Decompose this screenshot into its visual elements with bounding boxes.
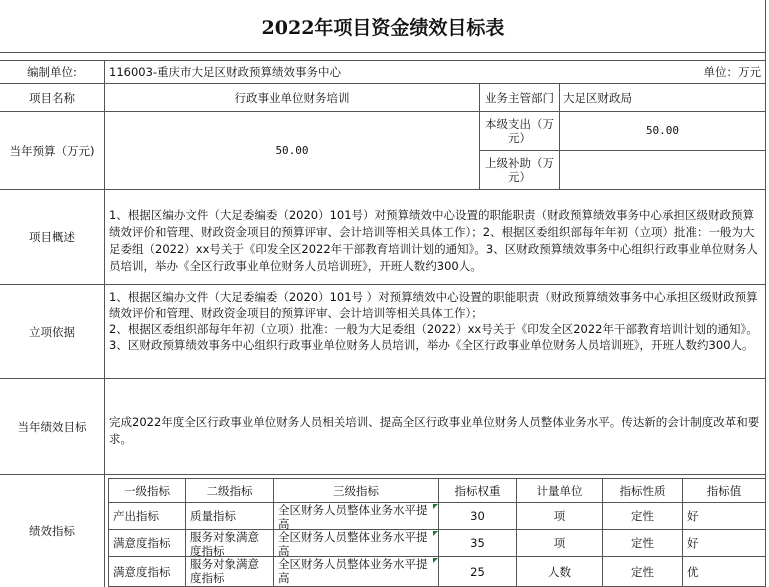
project-name-label: 项目名称 (0, 84, 105, 112)
comment-flag-icon (433, 531, 438, 536)
dept-label: 业务主管部门 (480, 84, 560, 112)
indicator-cell: 产出指标 (109, 503, 186, 530)
indicator-cell: 服务对象满意度指标 (186, 557, 274, 587)
indicator-header: 计量单位 (517, 478, 603, 503)
org-label: 编制单位: (0, 60, 105, 84)
indicator-cell: 定性 (603, 557, 683, 587)
overview-text: 1、根据区编办文件（大足委编委（2020）101号）对预算绩效中心设置的职能职责（财政预算绩效事务中心承担区级财政预算绩效评价和管理、财政资金项目的预算评审、会计培训等相关具体工作）；2、根据区委组织部每年年初（立项）批准：一般为大足委组（2022）xx号关于《印发全区2022年干部教育培训计划的通知》。3、区财政预算绩效事务中心组织行政事业单位财务人员培训，举办《全区行政事业单位财务人员培训班》，开班人数约300人。 (105, 190, 766, 285)
indicator-cell: 好 (683, 503, 766, 530)
indicator-cell: 质量指标 (186, 503, 274, 530)
indicator-header: 一级指标 (109, 478, 186, 503)
outer-right-border (765, 0, 766, 587)
indicator-cell: 优 (683, 557, 766, 587)
unit-label: 单位：万元 (665, 60, 766, 84)
indicator-header: 指标权重 (439, 478, 517, 503)
indicator-header: 指标性质 (603, 478, 683, 503)
basis-label: 立项依据 (0, 285, 105, 379)
indicator-cell: 25 (439, 557, 517, 587)
org-value: 116003-重庆市大足区财政预算绩效事务中心 (105, 60, 665, 84)
indicator-cell: 定性 (603, 503, 683, 530)
indicator-cell: 全区财务人员整体业务水平提高 (274, 557, 439, 587)
indicator-cell: 35 (439, 530, 517, 557)
comment-flag-icon (433, 504, 438, 509)
upper-subsidy-label: 上级补助（万元） (480, 151, 560, 190)
indicator-cell: 项 (517, 530, 603, 557)
indicator-cell: 服务对象满意度指标 (186, 530, 274, 557)
dept-value: 大足区财政局 (560, 84, 766, 112)
overview-label: 项目概述 (0, 190, 105, 285)
indicator-cell: 满意度指标 (109, 557, 186, 587)
indicator-header: 三级指标 (274, 478, 439, 503)
own-expense-label: 本级支出（万元） (480, 112, 560, 151)
indicator-cell: 满意度指标 (109, 530, 186, 557)
indicator-cell: 30 (439, 503, 517, 530)
indicator-header: 二级指标 (186, 478, 274, 503)
basis-text: 1、根据区编办文件（大足委编委（2020）101号 ）对预算绩效中心设置的职能职责（财政预算绩效事务中心承担区级财政预算绩效评价和管理、财政资金项目的预算评审、会计培训等相关具体工作）； 2、根据区委组织部每年年初（立项）批准：一般为大足委组（2022）xx号关于《印发全区2022年干部教育培训计划的通知》。 3、区财政预算绩效事务中心组织行政事业单位财务人员培训，举办《全区行政事业单位财务人员培训班》，开班人数约300人。 (105, 285, 766, 379)
indicator-table-left-border (108, 478, 109, 587)
indicators-label: 绩效指标 (0, 475, 105, 587)
project-name-value: 行政事业单位财务培训 (105, 84, 480, 112)
indicator-cell: 项 (517, 503, 603, 530)
budget-label: 当年预算（万元) (0, 112, 105, 190)
budget-total: 50.00 (105, 112, 480, 190)
goal-text: 完成2022年度全区行政事业单位财务人员相关培训、提高全区行政事业单位财务人员整体业务水平。传达新的会计制度改革和要求。 (105, 379, 766, 475)
indicator-cell: 全区财务人员整体业务水平提高 (274, 530, 439, 557)
indicator-cell: 定性 (603, 530, 683, 557)
page-title: 2022年项目资金绩效目标表 (0, 0, 766, 53)
upper-subsidy-value (560, 151, 766, 190)
indicator-header: 指标值 (683, 478, 766, 503)
indicator-cell: 全区财务人员整体业务水平提高 (274, 503, 439, 530)
indicator-cell: 好 (683, 530, 766, 557)
goal-label: 当年绩效目标 (0, 379, 105, 475)
own-expense-value: 50.00 (560, 112, 766, 151)
indicator-cell: 人数 (517, 557, 603, 587)
comment-flag-icon (433, 558, 438, 563)
